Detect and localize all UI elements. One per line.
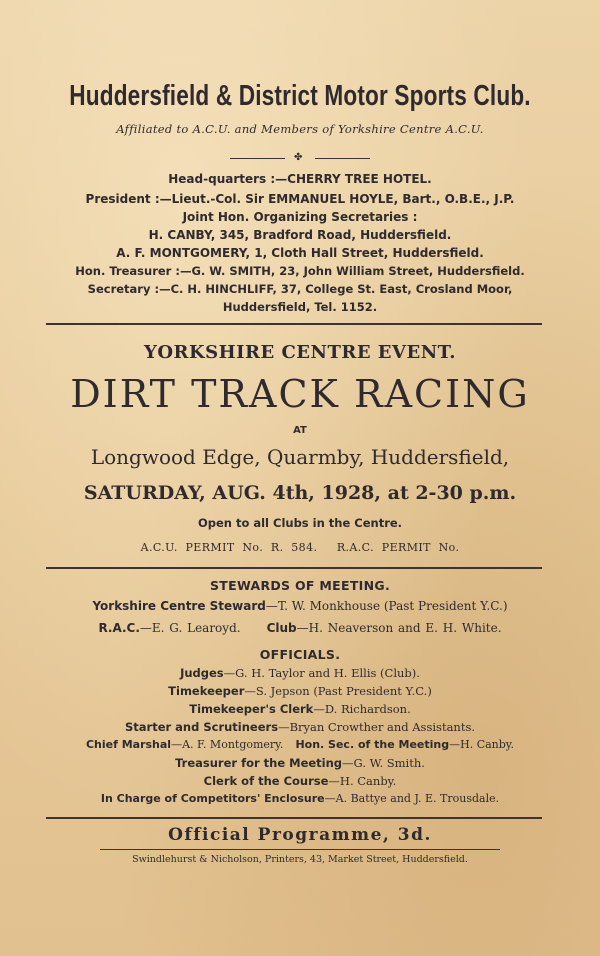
event-permits: A.C.U. PERMIT No. R. 584. R.A.C. PERMIT No. [140,541,460,554]
event-category: YORKSHIRE CENTRE EVENT. [143,342,457,363]
steward-yorkshire-centre [0,599,600,613]
divider-footer [100,849,500,850]
event-title: DIRT TRACK RACING [70,372,530,416]
divider-top [46,323,542,325]
steward-name: —E. G. Learoyd. [139,621,241,635]
official-row-marshal-secretary [0,738,600,751]
club-title: Huddersfield & District Motor Sports Club. [69,80,531,112]
treasurer-line: Hon. Treasurer :—G. W. SMITH, 23, John William Street, Huddersfield. [75,264,525,278]
secretary-line: Secretary :—C. H. HINCHLIFF, 37, College St. East, Crosland Moor, [87,282,513,296]
official-row [0,756,600,770]
steward-rac-club [0,621,600,635]
officials-heading: OFFICIALS. [259,647,341,662]
official-role: Clerk of the Course [203,774,329,788]
programme-price: Official Programme, 3d. [168,825,432,845]
event-at: AT [293,425,307,436]
steward-name: —T. W. Monkhouse (Past President Y.C.) [265,599,508,613]
official-row [0,666,600,680]
event-date: SATURDAY, AUG. 4th, 1928, at 2-30 p.m. [83,482,517,504]
official-name: —H. Canby. [449,738,515,751]
divider-middle [46,567,542,569]
joint-secretaries-heading: Joint Hon. Organizing Secretaries : [182,210,418,224]
official-row [0,774,600,788]
secretary-canby-line: H. CANBY, 345, Bradford Road, Huddersfield. [148,228,452,242]
official-role: Starter and Scrutineers [124,720,279,734]
divider-bottom [46,817,542,819]
official-role: Timekeeper [168,684,245,698]
official-role: Treasurer for the Meeting [175,756,343,770]
official-role: Chief Marshal [85,738,172,751]
ornament-divider: ✤ [230,156,370,162]
official-row [0,702,600,716]
official-role: Timekeeper's Clerk [189,702,314,716]
stewards-heading: STEWARDS OF MEETING. [209,578,390,593]
secretary-address-line: Huddersfield, Tel. 1152. [222,300,378,314]
secretary-montgomery-line: A. F. MONTGOMERY, 1, Cloth Hall Street, Huddersfield. [116,246,484,260]
official-name: —H. Canby. [328,774,397,788]
steward-role: R.A.C. [98,621,140,635]
steward-role: Yorkshire Centre Steward [92,599,266,613]
official-role: In Charge of Competitors' Enclosure [100,792,325,805]
steward-role: Club [266,621,297,635]
official-name: —Bryan Crowther and Assistants. [278,720,476,734]
official-row [0,720,600,734]
official-role: Hon. Sec. of the Meeting [295,738,450,751]
steward-name: —H. Neaverson and E. H. White. [296,621,502,635]
official-name: —A. Battye and J. E. Trousdale. [324,792,500,805]
affiliation-line: Affiliated to A.C.U. and Members of Yorkshire Centre A.C.U. [116,122,484,136]
official-name: —S. Jepson (Past President Y.C.) [244,684,432,698]
president-line: President :—Lieut.-Col. Sir EMMANUEL HOYLE, Bart., O.B.E., J.P. [85,192,515,206]
printer-credit: Swindlehurst & Nicholson, Printers, 43, Market Street, Huddersfield. [132,854,468,865]
event-venue: Longwood Edge, Quarmby, Huddersfield, [90,445,510,469]
headquarters-line: Head-quarters :—CHERRY TREE HOTEL. [168,172,432,186]
official-name: —A. F. Montgomery. [171,738,284,751]
official-row [0,792,600,805]
official-role: Judges [180,666,224,680]
official-name: —G. H. Taylor and H. Ellis (Club). [223,666,420,680]
event-open-clubs: Open to all Clubs in the Centre. [197,516,403,530]
official-row [0,684,600,698]
official-name: —D. Richardson. [313,702,411,716]
official-name: —G. W. Smith. [342,756,425,770]
